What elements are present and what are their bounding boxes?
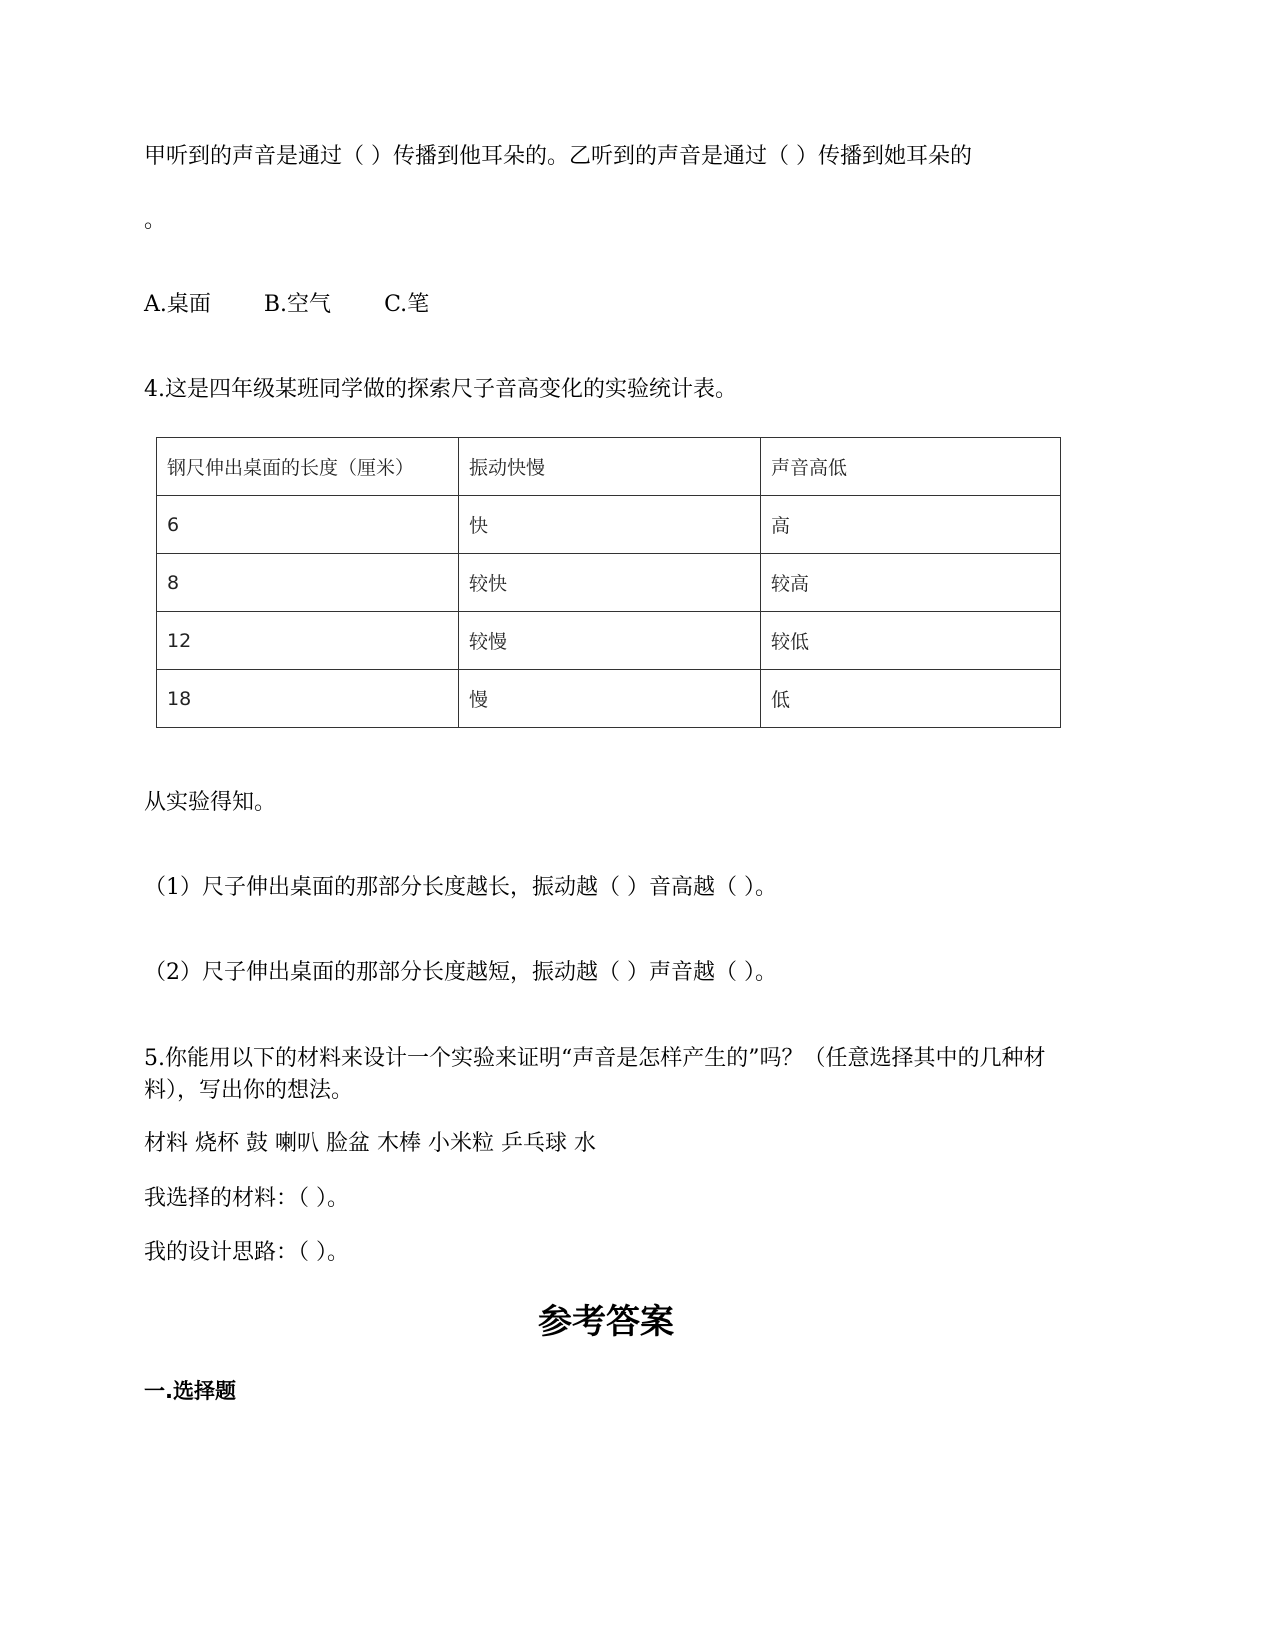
table-cell: 8 <box>157 554 459 612</box>
table-header-cell: 声音高低 <box>761 438 1061 496</box>
q4-item-1: （1）尺子伸出桌面的那部分长度越长，振动越（ ）音高越（ ）。 <box>144 875 777 900</box>
q5-prompt: 5.你能用以下的材料来设计一个实验来证明“声音是怎样产生的”吗？（任意选择其中的几种材料），写出你的想法。 <box>144 1046 1046 1103</box>
table-cell: 较低 <box>761 612 1061 670</box>
q4-conclusion-intro: 从实验得知。 <box>144 790 277 815</box>
table-header-cell: 钢尺伸出桌面的长度（厘米） <box>157 438 459 496</box>
answers-section-title: 一.选择题 <box>144 1379 236 1403</box>
table-cell: 快 <box>459 496 761 554</box>
table-header-row <box>157 438 1061 496</box>
table-cell: 低 <box>761 670 1061 728</box>
table-header-cell: 振动快慢 <box>459 438 761 496</box>
table-row <box>157 554 1061 612</box>
table-cell: 6 <box>157 496 459 554</box>
table-row <box>157 612 1061 670</box>
table-cell: 较快 <box>459 554 761 612</box>
table-row <box>157 496 1061 554</box>
q3-sentence-period: 。 <box>144 208 167 233</box>
q3-options <box>144 290 429 320</box>
table-cell: 较慢 <box>459 612 761 670</box>
option-b: B.空气 <box>263 292 332 317</box>
q4-item-2: （2）尺子伸出桌面的那部分长度越短，振动越（ ）声音越（ ）。 <box>144 960 777 985</box>
q5-my-design: 我的设计思路：（ ）。 <box>144 1240 349 1265</box>
option-c: C.笔 <box>384 292 430 317</box>
q4-prompt: 4.这是四年级某班同学做的探索尺子音高变化的实验统计表。 <box>144 377 737 402</box>
table-row <box>157 670 1061 728</box>
q5-materials: 材料 烧杯 鼓 喇叭 脸盆 木棒 小米粒 乒乓球 水 <box>144 1131 596 1156</box>
table-cell: 慢 <box>459 670 761 728</box>
table-cell: 高 <box>761 496 1061 554</box>
answers-title: 参考答案 <box>538 1302 674 1342</box>
option-a: A.桌面 <box>144 292 211 317</box>
table-cell: 12 <box>157 612 459 670</box>
q3-sentence: 甲听到的声音是通过（ ）传播到他耳朵的。乙听到的声音是通过（ ）传播到她耳朵的 <box>144 144 972 169</box>
q5-my-materials: 我选择的材料：（ ）。 <box>144 1186 349 1211</box>
table-cell: 较高 <box>761 554 1061 612</box>
experiment-table <box>156 437 1061 728</box>
table-cell: 18 <box>157 670 459 728</box>
